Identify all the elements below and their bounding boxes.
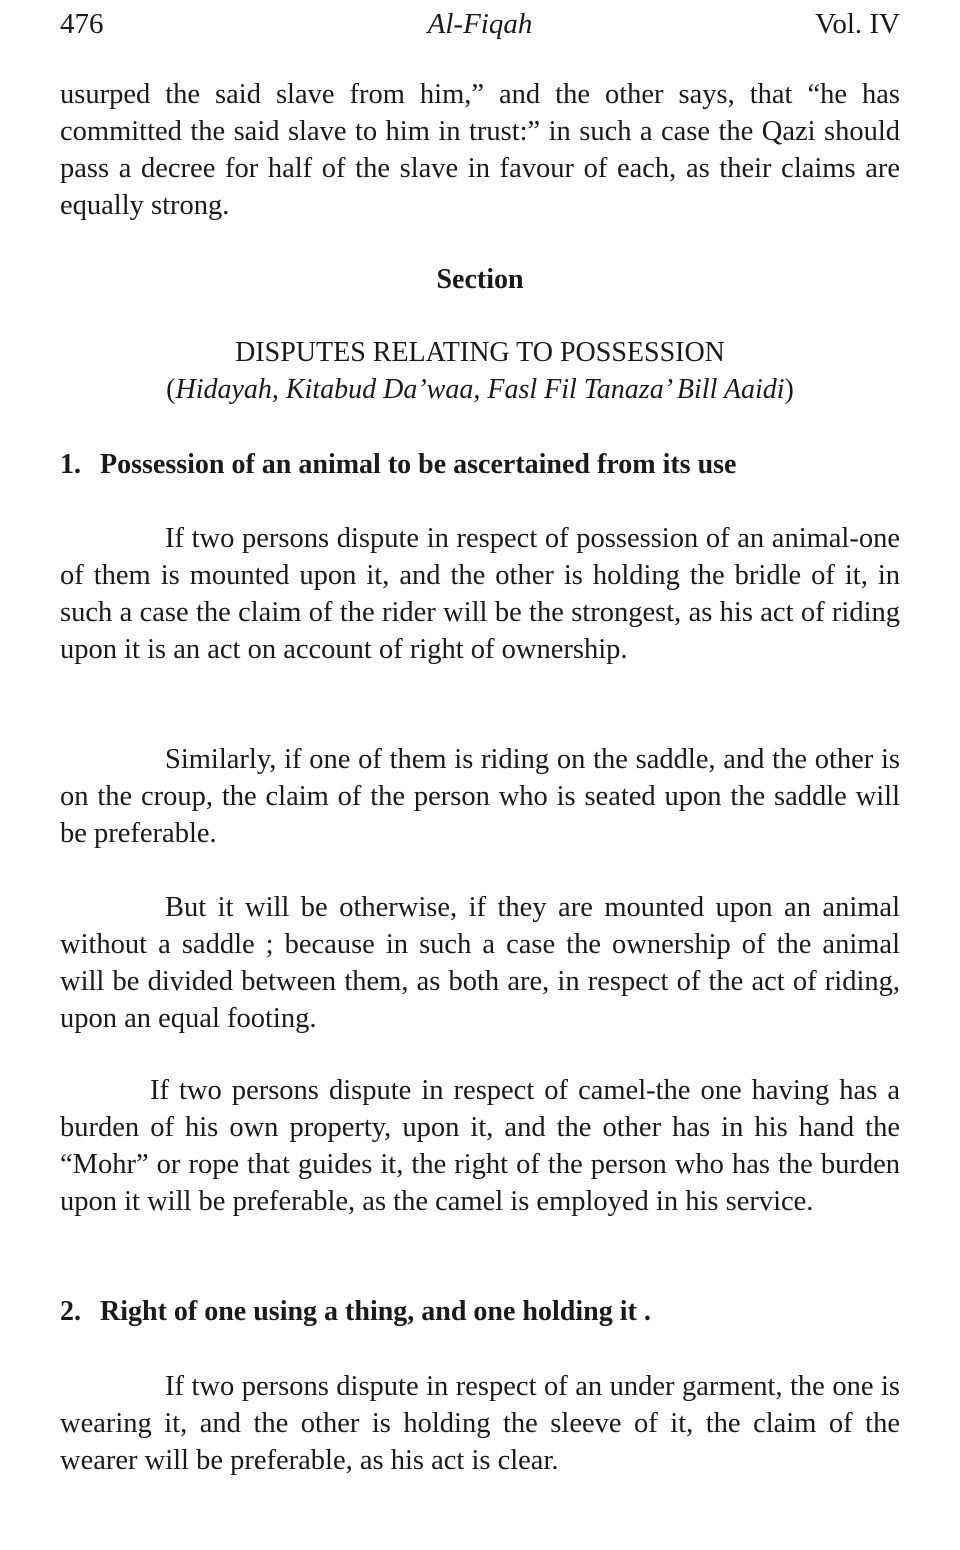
section-label: Section (436, 264, 524, 295)
source-close-paren: ) (784, 374, 794, 405)
running-title: Al-Fiqah (427, 8, 533, 40)
paragraph: If two persons dispute in respect of an under garment, the one is wearing it, and the other is holding the sleeve of it, the claim of the wearer will be preferable, as his act is clear. (60, 1371, 900, 1476)
subsection-number: 1. (60, 449, 81, 480)
page-number: 476 (60, 8, 104, 40)
source-citation: Hidayah, Kitabud Da’waa, Fasl Fil Tanaza’ Bill Aaidi (175, 374, 785, 405)
subsection-heading-1 (60, 447, 900, 483)
continuation-paragraph: usurped the said slave from him,” and the other says, that “he has committed the said slave to him in trust:” in such a case the Qazi should pass a decree for half of the slave in favour of each, as their claims are equally strong. (60, 79, 900, 221)
paragraph: Similarly, if one of them is riding on the saddle, and the other is on the croup, the claim of the person who is seated upon the saddle will be preferable. (60, 744, 900, 849)
section-heading: DISPUTES RELATING TO POSSESSION (235, 337, 725, 368)
subsection-number: 2. (60, 1296, 81, 1327)
section-source (60, 372, 900, 408)
subsection-heading-2 (60, 1294, 900, 1330)
source-open-paren: ( (166, 374, 176, 405)
volume-label: Vol. IV (815, 8, 900, 40)
subsection-title: Possession of an animal to be ascertained from its use (100, 449, 737, 480)
paragraph: But it will be otherwise, if they are mounted upon an animal without a saddle ; because in such a case the ownership of the animal will be divided between them, as both are, in respect of the act of riding, upon an equal footing. (60, 892, 900, 1034)
subsection-title: Right of one using a thing, and one holding it . (100, 1296, 651, 1327)
paragraph: If two persons dispute in respect of possession of an animal-one of them is mounted upon it, and the other is holding the bridle of it, in such a case the claim of the rider will be the strongest, as his act of riding upon it is an act on account of right of ownership. (60, 523, 900, 665)
paragraph: If two persons dispute in respect of camel-the one having has a burden of his own property, upon it, and the other has in his hand the “Mohr” or rope that guides it, the right of the person who has the burden upon it will be preferable, as the camel is employed in his service. (60, 1075, 900, 1217)
page-header (60, 6, 900, 42)
